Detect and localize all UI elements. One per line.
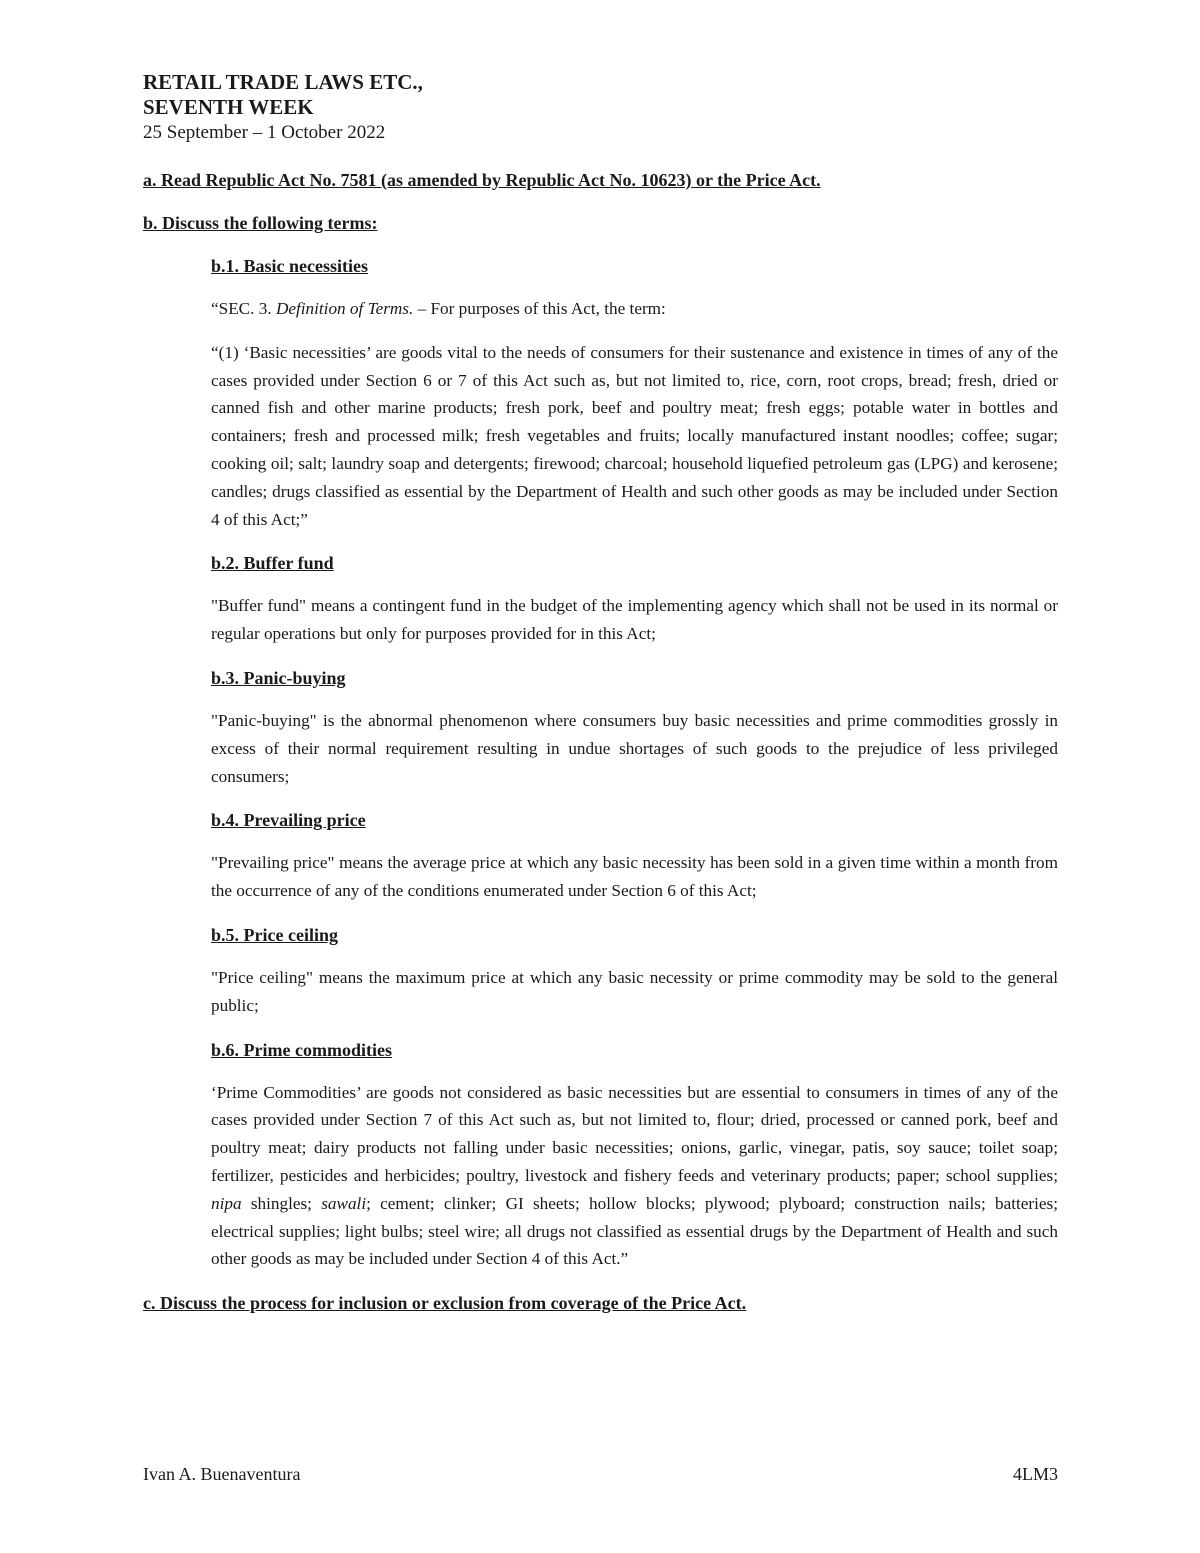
footer-author: Ivan A. Buenaventura	[143, 1464, 301, 1484]
sec3-intro-suffix: – For purposes of this Act, the term:	[413, 299, 666, 318]
sec3-intro-prefix: “SEC. 3.	[211, 299, 276, 318]
term-heading-prevailing-price: b.4. Prevailing price	[211, 810, 366, 831]
week-title: SEVENTH WEEK	[143, 95, 314, 119]
course-title: RETAIL TRADE LAWS ETC.,	[143, 70, 423, 94]
prime-commodities-part3: ; cement; clinker; GI sheets; hollow blocks; plywood; plyboard; construction nails; batteries; electrical supplies; light bulbs; steel wire; all drugs not classified as essential drugs by the Department of Health and such other goods as may be included under Section 4 of this Act.”	[211, 1193, 1058, 1269]
section-a-heading: a. Read Republic Act No. 7581 (as amended by Republic Act No. 10623) or the Price Act.	[143, 170, 821, 190]
section-b-heading: b. Discuss the following terms:	[143, 213, 378, 233]
term-heading-basic-necessities: b.1. Basic necessities	[211, 256, 368, 276]
prime-commodities-italic-nipa: nipa	[211, 1193, 242, 1213]
section-c-heading: c. Discuss the process for inclusion or exclusion from coverage of the Price Act.	[143, 1293, 747, 1314]
term-heading-price-ceiling: b.5. Price ceiling	[211, 924, 338, 945]
document-body	[143, 166, 1058, 1317]
document-header	[143, 70, 1063, 145]
prime-commodities-part1: ‘Prime Commodities’ are goods not considered as basic necessities but are essential to consumers in times of any of the cases provided under Section 7 of this Act such as, but not limited to, flour; dried, processed or canned pork, beef and poultry meat; dairy products not falling under basic necessities; onions, garlic, vinegar, patis, soy sauce; toilet soap; fertilizer, pesticides and herbicides; poultry, livestock and fishery feeds and veterinary products; paper; school supplies;	[211, 1082, 1058, 1185]
term-body-price-ceiling: "Price ceiling" means the maximum price at which any basic necessity or prime commodity may be sold to the general public;	[211, 967, 1058, 1015]
term-heading-panic-buying: b.3. Panic-buying	[211, 667, 346, 688]
term-body-basic-necessities: “(1) ‘Basic necessities’ are goods vital to the needs of consumers for their sustenance and existence in times of any of the cases provided under Section 6 or 7 of this Act such as, but not limited to, rice, corn, root crops, bread; fresh, dried or canned fish and other marine products; fresh pork, beef and poultry meat; fresh eggs; potable water in bottles and containers; fresh and processed milk; fresh vegetables and fruits; locally manufactured instant noodles; coffee; sugar; cooking oil; salt; laundry soap and detergents; firewood; charcoal; household liquefied petroleum gas (LPG) and kerosene; candles; drugs classified as essential by the Department of Health and such other goods as may be included under Section 4 of this Act;”	[211, 342, 1058, 529]
term-body-prime-commodities	[211, 1079, 1058, 1274]
term-body-buffer-fund: "Buffer fund" means a contingent fund in the budget of the implementing agency which shall not be used in its normal or regular operations but only for purposes provided for in this Act;	[211, 596, 1058, 644]
prime-commodities-italic-sawali: sawali	[321, 1193, 367, 1213]
sec3-intro	[211, 295, 1058, 323]
term-heading-prime-commodities: b.6. Prime commodities	[211, 1039, 392, 1060]
term-body-panic-buying: "Panic-buying" is the abnormal phenomenon where consumers buy basic necessities and prime commodities grossly in excess of their normal requirement resulting in undue shortages of such goods to the prejudice of less privileged consumers;	[211, 710, 1058, 786]
footer-section: 4LM3	[1013, 1464, 1058, 1484]
sec3-intro-italic: Definition of Terms.	[275, 299, 414, 318]
date-range: 25 September – 1 October 2022	[143, 122, 386, 143]
section-b-terms	[211, 252, 1058, 1273]
term-body-prevailing-price: "Prevailing price" means the average price at which any basic necessity has been sold in a given time within a month from the occurrence of any of the conditions enumerated under Section 6 of this Act;	[211, 853, 1058, 901]
prime-commodities-part2: shingles;	[241, 1193, 322, 1213]
term-heading-buffer-fund: b.2. Buffer fund	[211, 553, 334, 574]
